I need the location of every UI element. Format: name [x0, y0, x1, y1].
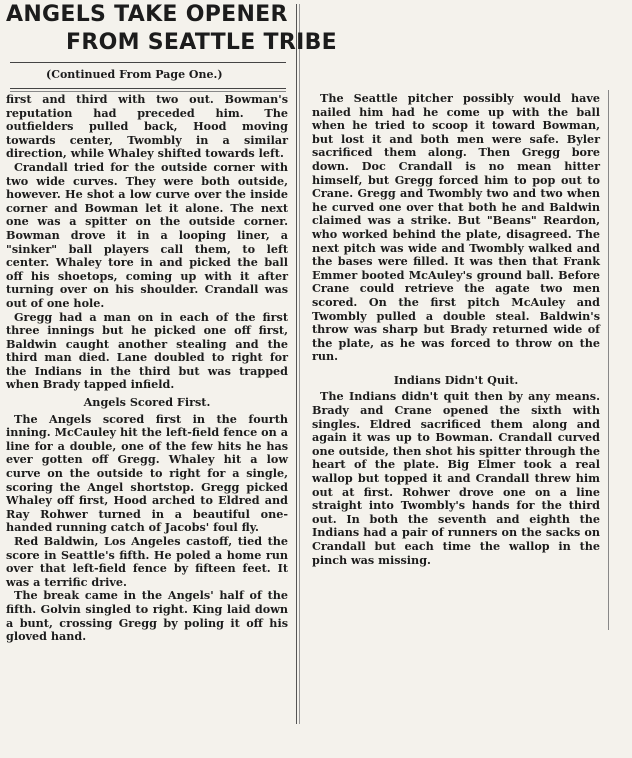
- right-column-text: [312, 92, 600, 567]
- column-divider: [296, 4, 297, 724]
- paragraph: The Angels scored first in the fourth inning. McCauley hit the left-field fence on a line for a double, one of the few hits he has ever gotten off Gregg. Whaley hit a low curve on the outside to right for a single, scoring the Angel shortstop. Gregg picked Whaley off first, Hood arched to Eldred and Ray Rohwer turned in a beautiful one-handed running catch of Jacobs' foul fly.: [6, 411, 288, 535]
- paragraph: Gregg had a man on in each of the first three innings but he picked one off first, Baldwin caught another stealing and the third man died. Lane doubled to right for the Indians in the third but was trapped when Brady tapped infield.: [6, 309, 288, 392]
- continued-rule: [10, 88, 286, 89]
- headline-line-1: ANGELS TAKE OPENER: [6, 2, 288, 27]
- paragraph: first and third with two out. Bowman's reputation had preceded him. The outfielders pulled back, Hood moving towards center, Twombly in a similar direction, while Whaley shifted towards left.: [6, 92, 288, 161]
- continued-note: (Continued From Page One.): [46, 68, 223, 81]
- paragraph: Red Baldwin, Los Angeles castoff, tied the score in Seattle's fifth. He poled a home run over that left-field fence by fifteen feet. It was a terrific drive.: [6, 534, 288, 589]
- paragraph: The Seattle pitcher possibly would have nailed him had he come up with the ball when he tried to scoop it toward Bowman, but lost it and both men were safe. Byler sacrificed them along. Then Gregg bore down. Doc Crandall is no mean hitter himself, but Gregg forced him to pop out to Crane. Gregg and Twombly two and two when he curved one over that both he and Baldwin claimed was a strike. But "Beans" Reardon, who worked behind the plate, disagreed. The next pitch was wide and Twombly walked and the bases were filled. It was then that Frank Emmer booted McAuley's ground ball. Before Crane could retrieve the agate two men scored. On the first pitch McAuley and Twombly pulled a double steal. Baldwin's throw was sharp but Brady returned wide of the plate, as he was forced to throw on the run.: [312, 91, 600, 364]
- subhead-indians-didnt-quit: Indians Didn't Quit.: [393, 372, 519, 387]
- headline-line-2: FROM SEATTLE TRIBE: [66, 30, 337, 55]
- paragraph: Crandall tried for the outside corner with two wide curves. They were both outside, however. He shot a low curve over the inside corner and Bowman let it alone. The next one was a spitter on the outside corner. Bowman drove it in a looping liner, a "sinker" ball players call them, to left center. Whaley tore in and picked the ball off his shoetops, coming up with it after turning over on his shoulder. Crandall was out of one hole.: [6, 159, 288, 310]
- left-column-text: [6, 93, 288, 644]
- headline-rule: [10, 62, 286, 63]
- paragraph: The Indians didn't quit then by any means. Brady and Crane opened the sixth with singles. Eldred sacrificed them along and again it was up to Bowman. Crandall curved one outside, then shot his spitter through the heart of the plate. Big Elmer took a real wallop but topped it and Crandall threw him out at first. Rohwer drove one on a line straight into Twombly's hands for the third out. In both the seventh and eighth the Indians had a pair of runners on the sacks on Crandall but each time the wallop in the pinch was missing.: [312, 389, 600, 567]
- subhead-angels-scored-first: Angels Scored First.: [83, 395, 211, 410]
- right-column-rule: [608, 90, 609, 630]
- column-divider-inner: [299, 4, 300, 724]
- paragraph: The break came in the Angels' half of the fifth. Golvin singled to right. King laid down a bunt, crossing Gregg by poling it off his gloved hand.: [6, 588, 288, 644]
